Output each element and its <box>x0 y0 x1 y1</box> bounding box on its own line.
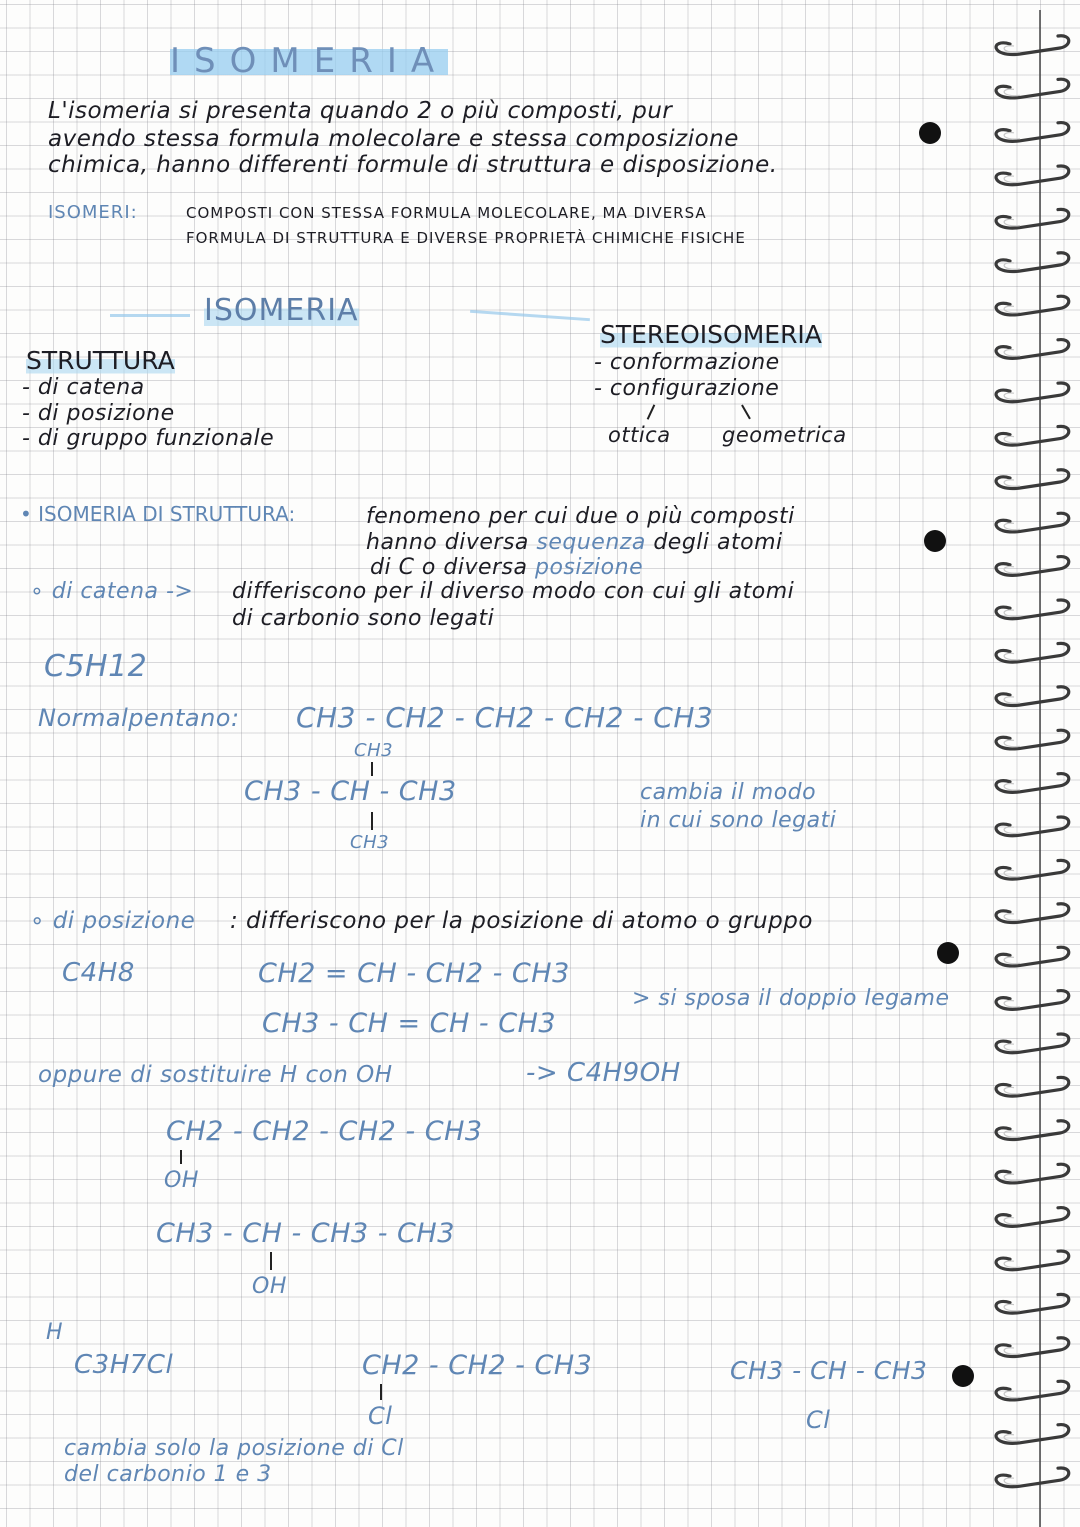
catena-line-2: di carbonio sono legati <box>232 606 495 631</box>
scheme-right-item: - conformazione <box>594 350 780 375</box>
posizione-f1: CH2 = CH - CH2 - CH3 <box>258 958 570 989</box>
spiral-coil-highlight <box>1004 827 1020 834</box>
spiral-coil-highlight <box>1004 1218 1020 1225</box>
struttura-line-2: hanno diversa sequenza degli atomi <box>366 530 783 555</box>
scheme-right-sub: geometrica <box>722 423 847 447</box>
catena-note-2: in cui sono legati <box>640 808 837 833</box>
scheme-right-title: STEREOISOMERIA <box>600 320 822 349</box>
branch-top: CH3 <box>354 740 394 761</box>
spiral-coil-highlight <box>1004 523 1020 530</box>
spiral-coil-highlight <box>1004 1304 1020 1311</box>
spiral-coil-highlight <box>1004 1391 1020 1398</box>
branch-bottom: CH3 <box>350 832 390 853</box>
punch-hole <box>952 1365 974 1387</box>
posizione-f3: CH2 - CH2 - CH2 - CH3 <box>166 1116 483 1147</box>
bond-line <box>270 1252 272 1270</box>
posizione-oh-1: OH <box>164 1168 199 1193</box>
bond-line <box>371 812 373 830</box>
spiral-coil-highlight <box>1004 1478 1020 1485</box>
bond-line <box>180 1150 182 1164</box>
struttura-line-3: di C o diversa posizione <box>370 555 644 580</box>
spiral-coil-highlight <box>1004 653 1020 660</box>
spiral-coil-highlight <box>1004 1348 1020 1355</box>
posizione-formula: C4H8 <box>62 958 135 988</box>
spiral-coil-highlight <box>1004 914 1020 921</box>
intro-line-1: L'isomeria si presenta quando 2 o più composti, pur <box>48 98 673 124</box>
isomeri-line-2: FORMULA DI STRUTTURA E DIVERSE PROPRIETÀ CHIMICHE FISICHE <box>186 229 746 247</box>
posizione-oppure: oppure di sostituire H con OH <box>38 1062 393 1088</box>
intro-line-3: chimica, hanno differenti formule di struttura e disposizione. <box>48 152 778 178</box>
scheme-right-item: - configurazione <box>594 376 780 401</box>
branch-main: CH3 - CH - CH3 <box>244 776 457 807</box>
punch-hole <box>937 942 959 964</box>
spiral-coil-highlight <box>1004 89 1020 96</box>
spiral-coil-highlight <box>1004 1131 1020 1138</box>
spiral-coil-highlight <box>1004 1174 1020 1181</box>
posizione-label: ∘ di posizione <box>30 908 196 934</box>
bond-line <box>380 1384 382 1400</box>
catena-name: Normalpentano: <box>38 704 240 732</box>
posizione-desc: : differiscono per la posizione di atomo o gruppo <box>230 908 813 934</box>
spiral-coil-highlight <box>1004 784 1020 791</box>
spiral-coil-highlight <box>1004 610 1020 617</box>
scheme-arrow-right <box>470 310 590 321</box>
spiral-coil-highlight <box>1004 350 1020 357</box>
punch-hole <box>924 530 946 552</box>
spiral-coil-highlight <box>1004 697 1020 704</box>
catena-note-1: cambia il modo <box>640 780 817 805</box>
catena-formula: C5H12 <box>44 649 148 684</box>
scheme-right-sub: ottica <box>608 423 671 447</box>
isomeri-label: ISOMERI: <box>48 202 138 223</box>
spiral-coil-highlight <box>1004 1435 1020 1442</box>
spiral-coil-highlight <box>1004 306 1020 313</box>
spiral-coil-highlight <box>1004 46 1020 53</box>
spiral-coil-highlight <box>1004 263 1020 270</box>
intro-line-2: avendo stessa formula molecolare e stessa composizione <box>48 126 739 152</box>
spiral-coil-highlight <box>1004 1044 1020 1051</box>
page-title: ISOMERIA <box>170 41 449 81</box>
spiral-coil-highlight <box>1004 1261 1020 1268</box>
posizione-oh-2: OH <box>252 1274 287 1299</box>
branch-line <box>741 405 750 420</box>
spiral-coil-highlight <box>1004 176 1020 183</box>
catena-chain: CH3 - CH2 - CH2 - CH2 - CH3 <box>296 701 714 734</box>
branch-line <box>647 404 655 419</box>
scheme-left-item: - di posizione <box>22 401 175 426</box>
scheme-center: ISOMERIA <box>204 293 359 328</box>
scheme-left-item: - di gruppo funzionale <box>22 426 275 451</box>
spiral-coil-highlight <box>1004 133 1020 140</box>
spiral-coil-highlight <box>1004 480 1020 487</box>
posizione-f2: CH3 - CH = CH - CH3 <box>262 1008 557 1039</box>
posizione-result: -> C4H9OH <box>526 1058 681 1088</box>
h-mark: H <box>46 1320 64 1345</box>
spiral-coil-highlight <box>1004 740 1020 747</box>
posizione-formula-2: C3H7Cl <box>74 1350 174 1380</box>
struttura-line-1: fenomeno per cui due o più composti <box>366 504 795 529</box>
spiral-coil-highlight <box>1004 393 1020 400</box>
spiral-coil-highlight <box>1004 1001 1020 1008</box>
posizione-foot-1: cambia solo la posizione di Cl <box>64 1436 404 1461</box>
isomeri-line-1: COMPOSTI CON STESSA FORMULA MOLECOLARE, MA DIVERSA <box>186 204 707 222</box>
posizione-f5: CH2 - CH2 - CH3 <box>362 1350 593 1381</box>
spiral-coil-highlight <box>1004 957 1020 964</box>
spiral-coil-highlight <box>1004 436 1020 443</box>
posizione-cl-2: Cl <box>806 1406 831 1434</box>
scheme-arrow-left <box>110 314 190 317</box>
scheme-left-item: - di catena <box>22 375 145 400</box>
posizione-f4: CH3 - CH - CH3 - CH3 <box>156 1218 455 1249</box>
posizione-note: > si sposa il doppio legame <box>632 986 950 1011</box>
posizione-cl-1: Cl <box>368 1402 393 1430</box>
spiral-coil-highlight <box>1004 567 1020 574</box>
spiral-coil-highlight <box>1004 219 1020 226</box>
punch-hole <box>919 122 941 144</box>
scheme-left-title: STRUTTURA <box>26 346 175 375</box>
spiral-coil-highlight <box>1004 870 1020 877</box>
bond-line <box>371 762 373 776</box>
catena-line-1: differiscono per il diverso modo con cui gli atomi <box>232 579 795 604</box>
struttura-label: • ISOMERIA DI STRUTTURA: <box>20 502 296 526</box>
spiral-binding <box>980 0 1080 1527</box>
catena-label: ∘ di catena -> <box>30 579 194 604</box>
spiral-coil-highlight <box>1004 1087 1020 1094</box>
posizione-foot-2: del carbonio 1 e 3 <box>64 1462 272 1487</box>
posizione-f6: CH3 - CH - CH3 <box>730 1356 928 1385</box>
